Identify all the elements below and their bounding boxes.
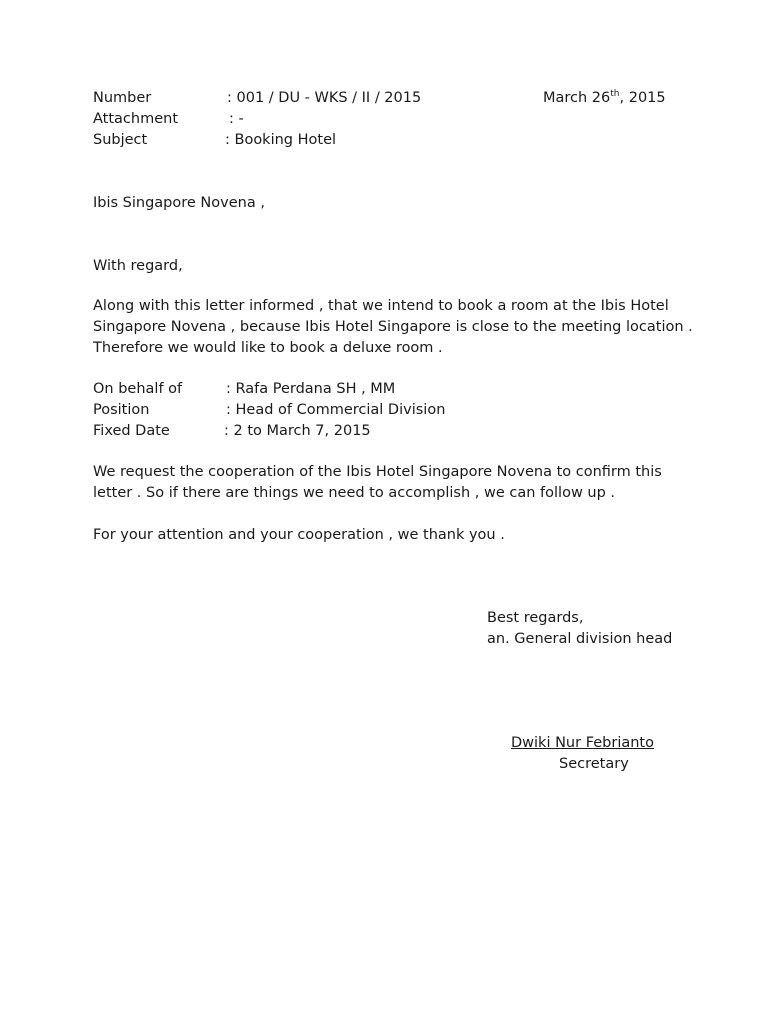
body-paragraph: Along with this letter informed , that we intend to book a room at the Ibis Hotel Singapore Novena , because Ibis Hotel Singapore is close to the meeting location . Therefore we would like to book a deluxe room .	[93, 298, 693, 356]
recipient: Ibis Singapore Novena ,	[93, 195, 265, 211]
subject-label: Subject	[93, 132, 148, 148]
detail-label: Position	[93, 402, 150, 418]
closing-salutation: Best regards,	[487, 610, 584, 626]
attachment-label: Attachment	[93, 111, 179, 127]
closing-on-behalf: an. General division head	[487, 631, 673, 647]
detail-label: On behalf of	[93, 381, 183, 397]
letter-date	[543, 88, 666, 108]
body-paragraph: We request the cooperation of the Ibis Hotel Singapore Novena to confirm this letter . So if there are things we need to accomplish , we can follow up .	[93, 464, 662, 501]
number-label: Number	[93, 90, 152, 106]
subject-value: : Booking Hotel	[225, 132, 337, 148]
detail-label: Fixed Date	[93, 423, 170, 439]
attachment-value: : -	[229, 111, 244, 127]
date-main: March 26	[543, 90, 611, 106]
date-year: , 2015	[619, 90, 666, 106]
detail-value: : Head of Commercial Division	[226, 402, 446, 418]
number-value: : 001 / DU - WKS / II / 2015	[227, 90, 422, 106]
signer-name: Dwiki Nur Febrianto	[511, 735, 654, 751]
body-paragraph: For your attention and your cooperation , we thank you .	[93, 527, 505, 543]
detail-value: : 2 to March 7, 2015	[224, 423, 371, 439]
date-suffix: th	[610, 89, 620, 100]
greeting: With regard,	[93, 258, 183, 274]
signer-title: Secretary	[559, 756, 629, 772]
detail-value: : Rafa Perdana SH , MM	[226, 381, 396, 397]
